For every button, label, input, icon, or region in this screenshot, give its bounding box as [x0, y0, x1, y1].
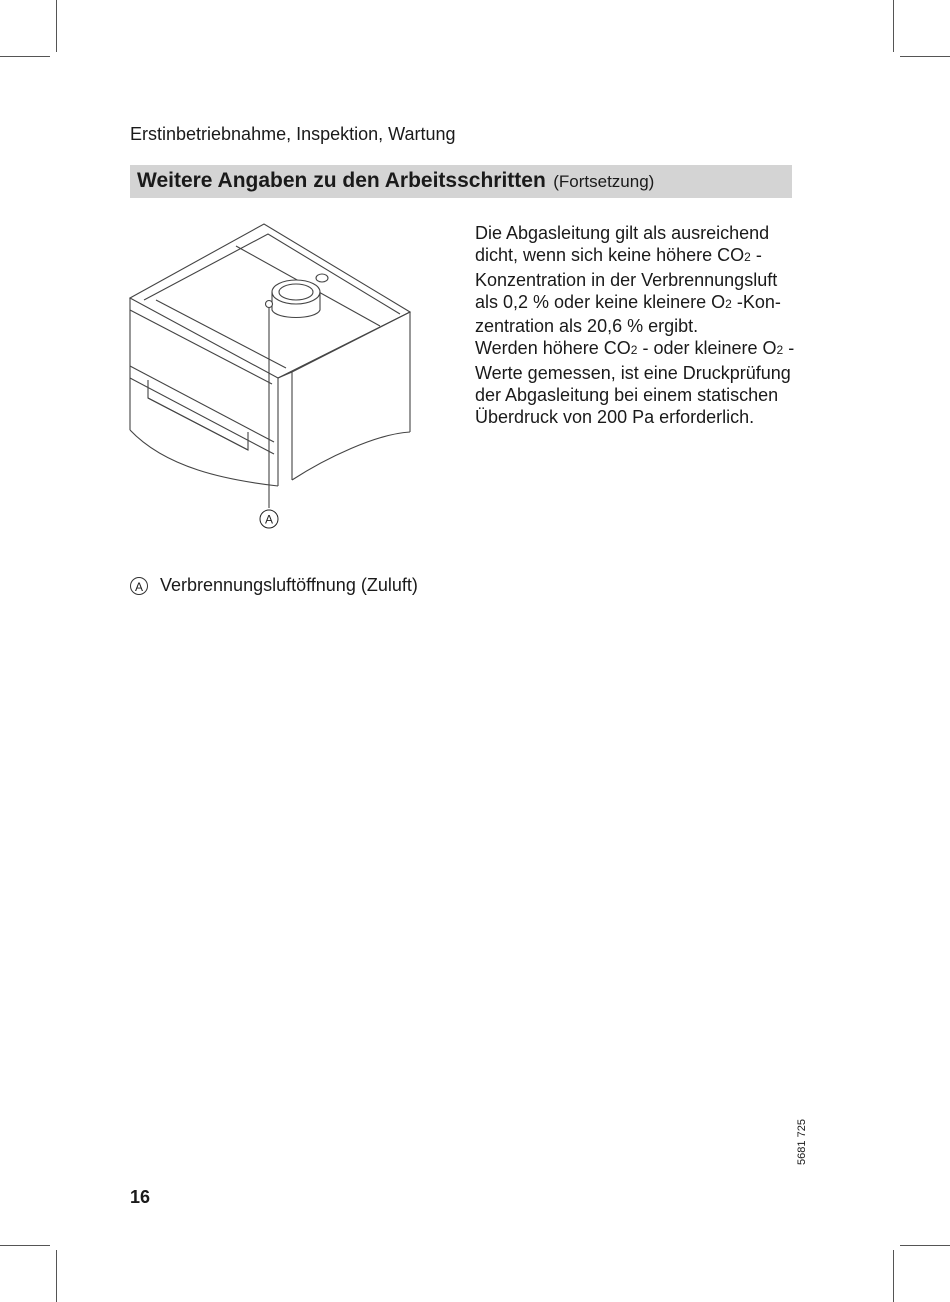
document-number: 5681 725: [796, 1119, 808, 1165]
boiler-illustration: [126, 218, 426, 536]
chapter-header: Erstinbetriebnahme, Inspektion, Wartung: [130, 124, 456, 144]
section-title: Weitere Angaben zu den Arbeitsschritten: [137, 169, 546, 192]
crop-mark: [0, 56, 50, 57]
callout-letter: A: [264, 512, 274, 527]
section-heading-bar: [130, 165, 792, 198]
page-number: 16: [130, 1187, 151, 1207]
crop-mark: [900, 1245, 950, 1246]
legend-text: Verbrennungsluftöffnung (Zuluft): [160, 575, 418, 595]
paragraph-1: Die Abgasleitung gilt als ausreichend dicht, wenn sich keine höhere CO2 - Konzentration in der Verbrennungsluft als 0,2 % oder keine kleinere O2 -Konzentration als 20,6 % ergibt.: [475, 223, 781, 337]
legend-item: [130, 575, 418, 596]
paragraph-2: Werden höhere CO2 - oder kleinere O2 -Werte gemessen, ist eine Druckprüfung der Abgasleitung bei einem statischen Überdruck von 200 Pa erforderlich.: [475, 338, 795, 428]
crop-mark: [900, 56, 950, 57]
crop-mark: [56, 0, 57, 52]
crop-mark: [893, 0, 894, 52]
callout-marker: [260, 510, 278, 528]
crop-mark: [0, 1245, 50, 1246]
body-text: [475, 222, 800, 429]
crop-mark: [56, 1250, 57, 1302]
legend-badge: A: [130, 577, 148, 595]
section-subtitle: (Fortsetzung): [553, 172, 655, 191]
boiler-drawing: [126, 218, 426, 536]
crop-mark: [893, 1250, 894, 1302]
